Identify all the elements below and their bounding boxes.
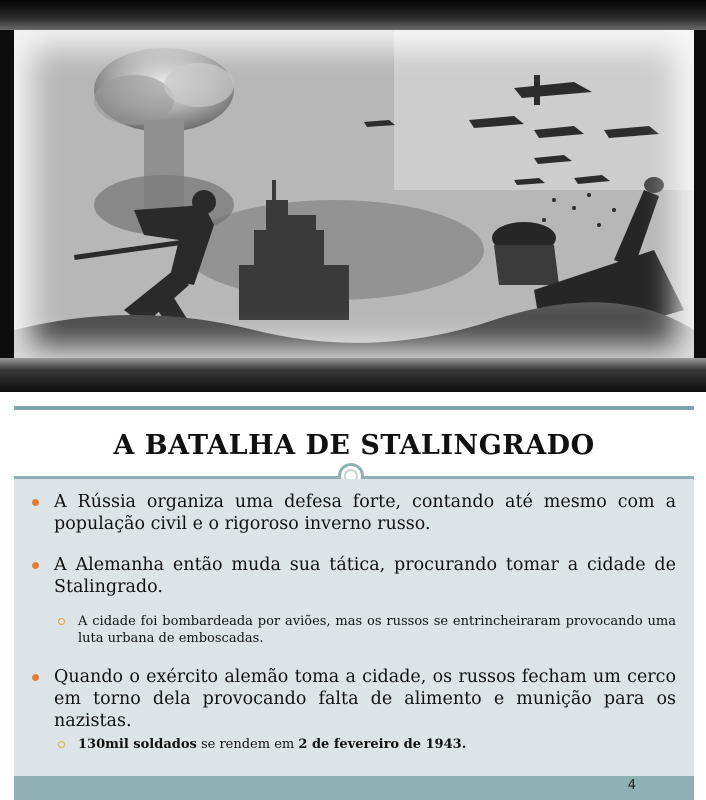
sub-bullet-ring-icon <box>58 618 65 625</box>
sub-bullet-ring-icon <box>58 741 65 748</box>
sub-bullet-item <box>14 736 676 753</box>
bullet-item <box>14 491 676 535</box>
war-collage-illustration <box>14 30 694 362</box>
sub-bullet-text: A cidade foi bombardeada por aviões, mas os russos se entrincheiraram provocando uma luta urbana de emboscadas. <box>78 614 676 646</box>
text-slide <box>0 400 706 800</box>
surrender-date: 2 de fevereiro de 1943. <box>298 737 467 752</box>
war-collage-frame <box>0 0 706 392</box>
bullet-dot-icon <box>32 499 39 506</box>
bullet-item <box>14 666 676 732</box>
surrender-count: 130mil soldados <box>78 737 197 752</box>
war-collage-image <box>14 30 694 362</box>
bullet-item <box>14 554 676 598</box>
slide-title: A BATALHA DE STALINGRADO <box>113 430 595 461</box>
bullet-list <box>14 491 694 753</box>
bullet-dot-icon <box>32 562 39 569</box>
bullet-text: A Alemanha então muda sua tática, procurando tomar a cidade de Stalingrado. <box>54 555 676 597</box>
photo-frame-bottom-edge <box>0 358 706 392</box>
photo-frame-top-edge <box>0 0 706 30</box>
surrender-text: se rendem em <box>196 737 299 752</box>
bullet-dot-icon <box>32 674 39 681</box>
slide-body <box>14 406 694 800</box>
page-number: 4 <box>627 778 636 793</box>
bullet-text: Quando o exército alemão toma a cidade, os russos fecham um cerco em torno dela provocando falta de alimento e munição para os nazistas. <box>54 667 676 731</box>
bullet-text: A Rússia organiza uma defesa forte, contando até mesmo com a população civil e o rigoroso inverno russo. <box>54 492 676 534</box>
footer-bar <box>14 776 694 800</box>
content-area <box>14 479 694 776</box>
sub-bullet-item <box>14 613 676 647</box>
